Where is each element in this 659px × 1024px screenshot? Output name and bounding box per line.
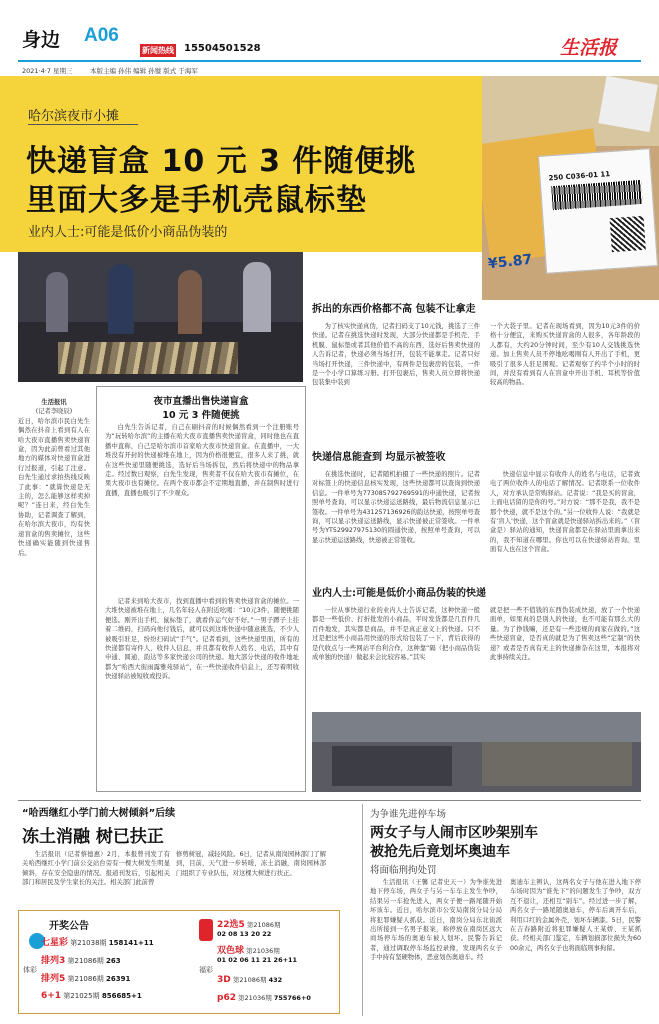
car-article-kicker: 为争谁先进停车场: [370, 809, 447, 820]
page-code: A06: [84, 25, 119, 46]
street-photo: [312, 712, 641, 792]
box-para-2: 记者来到哈大夜市，找到直播中看到的售卖快递盲盒的摊位。一大堆快递被堆在地上，几名年轻人在附近吆喝：“10元3件，随便挑随便选。刚开出手机、鼠标垫了，就看你运气好不好。”一男子蹲子上挂着二维码，扫码向他付钱后，就可以到这堆快递中随意挑选，不少人被吸引驻足，纷纷扫码试“手气”。记者看到，这些快递里面，所有的快递都有寄件人、收件人信息，并且都有收件人姓名、电话，其中有申通、圆通、韵达等多家快递公司的快递。地大部分快递的收件地址都为“哈西大街雨露雅苑驿站”，在一些快递收件信息上，还写着明收快递驿站被短收或投诉。: [105, 598, 299, 681]
lottery-number: 26391: [106, 975, 131, 983]
lottery-game: 6+1: [41, 991, 62, 1001]
lottery-game: 双色球: [217, 946, 245, 956]
section1-col-a: 为了核实快递真伪，记者扫码支了10元钱，挑选了三件快递。记者在挑选快递时发现，大部分快递都是手机壳、手机膜、鼠标垫或者其他价值不高的东西，选好后售卖快递的人告诉记者，快递必须当场打开，包装不能拿走。记者只好当场打开快递，三件快递中，有两件是包裹房的包装，一件是一个小学口算练习册。打开包裹后，售卖人员立即将快递包装集中装到: [312, 323, 480, 387]
lottery-issue: 第21025期: [63, 992, 100, 1000]
lottery-logo-fc: [199, 919, 213, 941]
box-title-2: 10 元 3 件随便挑: [162, 410, 240, 421]
lottery-number: 02 08 13 20 22: [217, 930, 272, 938]
lottery-issue: 第21086期: [67, 957, 104, 965]
lottery-game: p62: [217, 993, 236, 1003]
qr-code: [610, 216, 646, 252]
editor-credits: 本版主编 孙伟 编辑 孙璧 版式 于海军: [90, 67, 198, 75]
lottery-row: [41, 953, 191, 966]
lottery-row: [217, 943, 337, 964]
night-market-photo: [18, 252, 303, 382]
lottery-number: 158141+11: [108, 939, 154, 947]
column-divider: [362, 804, 363, 1016]
tree-article-col-a: 生活报讯（记者蔡德惠）2月，本报曾刊发了有关哈西继红小学门前公交站台旁有一棵大树发生明显倾斜，存在安全隐患的情况。报道刊发后，引起相关部门和居民及学生家长的关注。相关部门此前曾: [22, 851, 170, 887]
lottery-game: 22选5: [217, 920, 245, 930]
lottery-number: 263: [106, 957, 121, 965]
lottery-row: [217, 917, 337, 938]
headline-line-2: 里面大多是手机壳鼠标垫: [26, 183, 367, 218]
lottery-issue: 第21036期: [238, 994, 272, 1002]
lottery-issue: 第21086期: [67, 975, 104, 983]
lottery-row: [217, 993, 337, 1003]
lottery-number: 856685+1: [101, 992, 142, 1000]
section1-heading: 拆出的东西价格都不高 包装不让拿走: [312, 304, 476, 315]
box-para-1: 白先生告诉记者，自己在刷抖音的时候偶然看到一个注册账号为“玩转哈尔滨”的主播在哈大夜市直播售卖快递盲盒，同时他也在直播中直称，自己是哈尔滨市首家哈大夜市快递盲盒。在直播中，一大堆没有开封的快递被堆在地上，因为价格很便宜，很多人来了挑，就在这些快递里随便挑选，选好后当场拆包，然后将快递中的物品拿走。经过数日观察，白先生发现，售卖者不仅在哈大夜市有摊位，在果大夜市也有摊位。在两个夜市都会不定期地直播，并在制售时进行直播，直播也吸引了不少观众。: [105, 424, 299, 497]
page-divider: [18, 800, 641, 801]
lottery-number: 01 02 06 11 21 26+11: [217, 956, 298, 964]
lottery-number: 755766+0: [273, 994, 311, 1002]
lottery-right-label: 福彩: [199, 966, 213, 974]
lottery-row: [41, 991, 191, 1001]
lottery-row: [41, 935, 191, 948]
lottery-issue: 第21086期: [246, 921, 281, 929]
car-article-col-a: 生活报讯（王馨 记者史天一）为争谁先进地下停车场，两女子与另一车车主发生争吵，结果另一车抢先进入，两女子便一路尾随开始坏该车。近日，哈尔滨市公安局南岗分局分局将犯罪嫌疑人抓获。近日，南岗分局东北街派出所接到一名男子报案，称停放在南岗区远大商场停车场的奥迪车被人划坏。民警告诉记者，通过调取停车场监控录像，发现两名女子手中持有坚硬物体，恶意划伤奥迪车。经: [370, 879, 502, 962]
byline-label: 生活报讯: [41, 399, 67, 406]
tree-article-title: 冻土消融 树已扶正: [22, 827, 164, 847]
parcel-photo: [482, 76, 659, 300]
left-column-byline: [18, 398, 90, 407]
left-column-text: 近日，哈尔滨市民白先生偶然在抖音上看到有人在哈大夜市直播售卖快递盲盒，因为此前曾看过其他地方的媒体对快递盲盒进行过报道，引起了注意。白先生通过求拍热线反映了此事：“就算快递是无主的，怎么能够这样卖掉呢？”连日来，经白先生协助，记者调查了解到，在哈尔滨大夜市，均有快递盲盒的售卖摊位，这些快递确实能随到快递售后。: [18, 417, 90, 557]
section2-heading: 快递信息能查到 均显示被签收: [312, 452, 446, 463]
lottery-box: [18, 910, 340, 1014]
lottery-game: 3D: [217, 975, 231, 985]
masthead: [0, 0, 659, 75]
lottery-game: 排列3: [41, 956, 66, 966]
headline-kicker: 哈尔滨夜市小摊: [28, 109, 120, 124]
left-column: [18, 398, 90, 788]
label-code: 250 C036-01 11: [548, 170, 611, 183]
box-article: [96, 386, 306, 792]
headline-line-1: 快递盲盒 10 元 3 件随便挑: [26, 144, 417, 179]
hotline-label: 新闻热线: [142, 46, 174, 55]
lottery-row: [217, 975, 337, 985]
shipping-label: [538, 148, 658, 274]
car-article-col-b: 奥迪车主辨认，这两名女子与他在进入地下停车场时因为“谁先下”的问题发生了争吵，双方互不退让，还相互“别车”。经过进一步了解，两名女子一路尾随奥迪车，停车后离开车后，利用口红的金属外壳，划坏车辆漆。5日，民警在吉春路附近将犯罪嫌疑人王某娇、王某抓获。经相关部门鉴定，车辆划损部位损失为6000余元，两名女子也将面临刑事拘留。: [510, 879, 641, 952]
tree-article-kicker: “哈西继红小学门前大树倾斜”后续: [22, 808, 176, 819]
box-title-1: 夜市直播出售快递盲盒: [153, 396, 249, 407]
header-rule: [18, 60, 641, 62]
section3-heading: 业内人士:可能是低价小商品伪装的快递: [312, 588, 486, 599]
price-tag: ¥5.87: [487, 251, 534, 273]
hotline-number: 15504501528: [184, 43, 261, 54]
section2-col-b: 快递信息中显示有收件人的姓名与电话，记者致电了两位收件人的电话了解情况。记者联系一位收件人，对方承认是常购驿站。记者说：“我是买的盲盒，上面电话留的是你的号。”对方说：“那不是我，我不是那个快递，就不是这个的。”另一位收件人说：“我就是有‘盲人’快递，这个盲盒就是快递驿站拆出来的。”（盲盒是）驿站的通知，快递盲盒都是在驿站里面拿出来的，我不知道在哪里。你也可以在快递驿站咨询。里面有人也在这个盲盒。: [490, 471, 640, 554]
section-name: 身边: [22, 29, 61, 51]
section3-col-a: 一位从事快递行业的业内人士告诉记者，这种快递一般都是一些低价、打折批发的小商品，平时发货都是几百件几百件地发，其实都是商品，并不是真正意义上的快递。只不过是把这些小商品用快递的形式给包装了一下，背后获得的是代收点与一些网站平台利合作，这种靠“隔（把小商品伪装成单独的快递）做起来会比较容易。”其实: [312, 607, 480, 662]
lottery-row: [41, 971, 191, 984]
issue-date: 2021·4·7 星期三: [22, 67, 73, 75]
lottery-game: 七星彩: [41, 938, 69, 948]
lottery-title: 开奖公告: [49, 921, 89, 932]
headline-subtitle: 业内人士:可能是低价小商品伪装的: [28, 225, 228, 240]
lottery-issue: 第21086期: [232, 976, 267, 984]
lottery-issue: 第21038期: [70, 939, 107, 947]
car-article-title-1: 两女子与人闹市区吵架别车: [370, 825, 538, 841]
tree-article-col-b: 修剪树冠，减轻风险。6日，记者从南岗园林部门了解到，目前，天气进一步转暖，冻土消融，南岗园林部门组织了专业队伍，对这棵大树进行扶正。: [176, 851, 326, 877]
left-column-byline-2: (记者李晓辰): [35, 408, 73, 416]
section2-col-a: 在挑选快递时，记者随机拍摄了一些快递的照片。记者对标签上的快递信息核实发现，这些快递都可以查询到快递信息。一件单号为773085792769591的申通快递，记者按照单号查询，可以显示快递运送路线，最后物流信息显示已签收。一件单号为431257136926的韵达快递，按照单号查询，可以显示快递运送路线，显示快递被正常签收。一件单号为YT529927975130的圆通快递，按照单号查询，可以显示快递运送路线，快递被正常签收。: [312, 471, 480, 544]
brand-logo: 生活报: [560, 37, 618, 59]
barcode: [551, 180, 642, 210]
lottery-number: 432: [268, 976, 283, 984]
lottery-game: 排列5: [41, 974, 66, 984]
lottery-issue: 第21036期: [246, 947, 280, 955]
car-article-subtitle: 将面临刑拘处罚: [370, 865, 437, 876]
headline-rule: [28, 124, 138, 125]
section3-col-b: 就是把一些不值钱的东西伪装成快递，放了一个快递面单，如果真的是别人的快递，也不可能有那么大的量。为了挣钱嘛，还是有一些违规的商家在做的。”这些快递盲盒，是否真的就是为了售卖这些“定制”的快递？或者是否真有无主的快递掺杂在这里，本报将对此事持续关注。: [490, 607, 640, 662]
lottery-left-label: 体彩: [23, 966, 37, 974]
section1-col-b: 一个大袋子里。记者在现场看到，因为10元3件的价格十分便宜，来购买快递盲盒的人很多，各年龄段的人都有，大约20分钟时间，至少有10人交钱挑选快递。加上售卖人员不停地吆喝刚有人开出了手机，更吸引了很多人驻足围观。记者观察了约半个小时的时间，并没有看到有人在盲盒中开出手机、耳机等价值较高的物品。: [490, 323, 640, 387]
car-article-title-2: 被抢先后竟划坏奥迪车: [370, 844, 510, 860]
